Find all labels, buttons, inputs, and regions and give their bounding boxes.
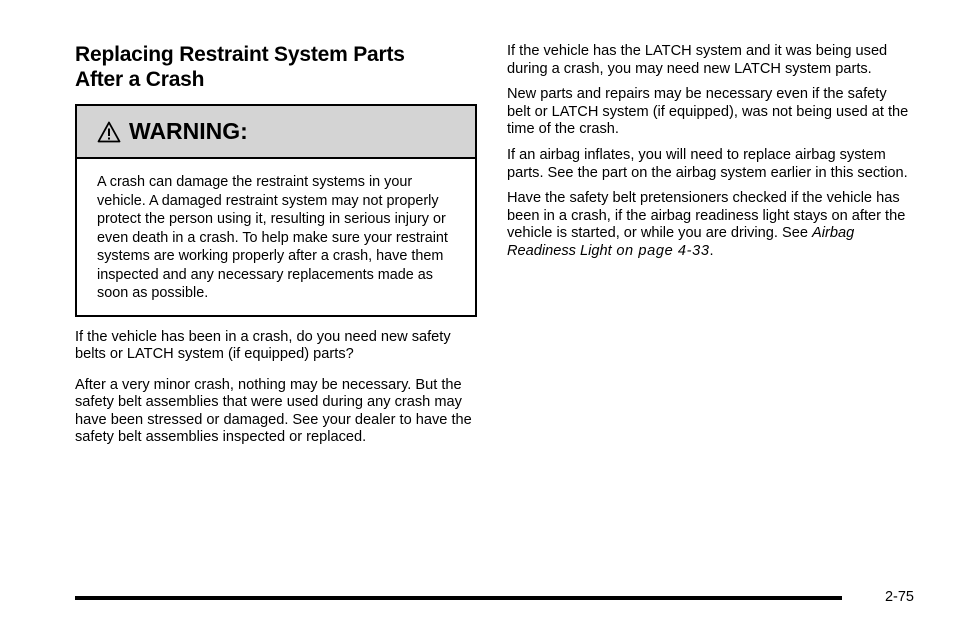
right-column [507, 43, 912, 261]
warning-text: A crash can damage the restraint systems in your vehicle. A damaged restraint system may not properly protect the person using it, resulting in serious injury or even death in a crash. To help make sure your restraint systems are working properly after a crash, have them inspected and any necessary replacements made as soon as possible. [97, 174, 448, 301]
section-title [75, 42, 477, 92]
section-title-line1: Replacing Restraint System Parts [75, 43, 405, 66]
left-column [75, 42, 477, 447]
right-paragraph-4 [507, 190, 912, 260]
right-paragraph-4-end: . [709, 242, 714, 259]
cross-reference-link[interactable]: Airbag Readiness Light [507, 225, 855, 259]
left-paragraph-1: If the vehicle has been in a crash, do you need new safety belts or LATCH system (if equipped) parts? [75, 328, 451, 363]
warning-label: WARNING: [129, 118, 248, 144]
footer-rule [75, 596, 842, 600]
cross-reference-page[interactable]: on page 4-33 [611, 242, 710, 259]
right-paragraph-4-text: Have the safety belt pretensioners checked if the vehicle has been in a crash, if the airbag readiness light stays on after the vehicle is started, or while you are driving. See [507, 190, 906, 242]
section-title-line2: After a Crash [75, 68, 205, 91]
right-paragraph-3: If an airbag inflates, you will need to replace airbag system parts. See the part on the airbag system earlier in this section. [507, 146, 908, 181]
warning-header [77, 106, 475, 159]
left-paragraph-2: After a very minor crash, nothing may be necessary. But the safety belt assemblies that were used during any crash may have been stressed or damaged. See your dealer to have the safety belt assemblies inspected or replaced. [75, 376, 472, 446]
right-paragraph-1: If the vehicle has the LATCH system and it was being used during a crash, you may need new LATCH system parts. [507, 43, 888, 77]
warning-triangle-icon [97, 121, 121, 143]
right-paragraph-2: New parts and repairs may be necessary even if the safety belt or LATCH system (if equipped), was not being used at the time of the crash. [507, 86, 909, 138]
warning-box [75, 104, 477, 317]
page-number: 2-75 [884, 589, 914, 605]
